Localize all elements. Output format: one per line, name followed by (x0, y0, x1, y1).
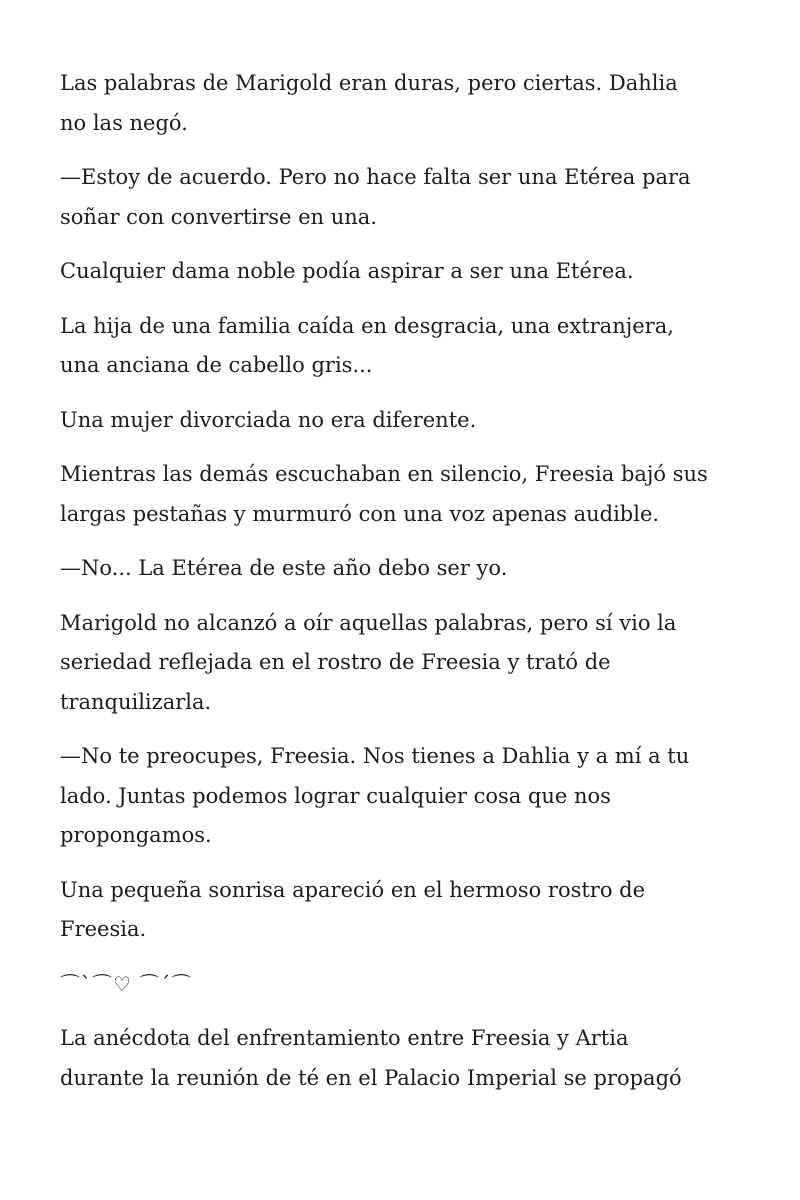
scene-divider: ⌒`⌒♡ ⌒´⌒ (60, 971, 193, 996)
document-body (60, 64, 750, 1113)
paragraph: —Estoy de acuerdo. Pero no hace falta ser una Etérea para soñar con convertirse en una. (60, 165, 691, 229)
paragraph: Marigold no alcanzó a oír aquellas palabras, pero sí vio la seriedad reflejada en el rostro de Freesia y trató de tranquilizarla. (60, 610, 677, 714)
paragraph: Una pequeña sonrisa apareció en el hermoso rostro de Freesia. (60, 877, 646, 941)
paragraph: La hija de una familia caída en desgracia, una extranjera, una anciana de cabello gris... (60, 313, 674, 377)
paragraph: Cualquier dama noble podía aspirar a ser una Etérea. (60, 259, 634, 283)
paragraph: Las palabras de Marigold eran duras, pero ciertas. Dahlia no las negó. (60, 71, 678, 135)
paragraph: —No... La Etérea de este año debo ser yo. (60, 556, 508, 580)
paragraph: —No te preocupes, Freesia. Nos tienes a Dahlia y a mí a tu lado. Juntas podemos lograr cualquier cosa que nos propongamos. (60, 744, 690, 847)
paragraph: Una mujer divorciada no era diferente. (60, 407, 477, 432)
paragraph: La anécdota del enfrentamiento entre Freesia y Artia durante la reunión de té en el Palacio Imperial se propagó (60, 1026, 682, 1090)
paragraph: Mientras las demás escuchaban en silencio, Freesia bajó sus largas pestañas y murmuró con una voz apenas audible. (60, 462, 708, 526)
